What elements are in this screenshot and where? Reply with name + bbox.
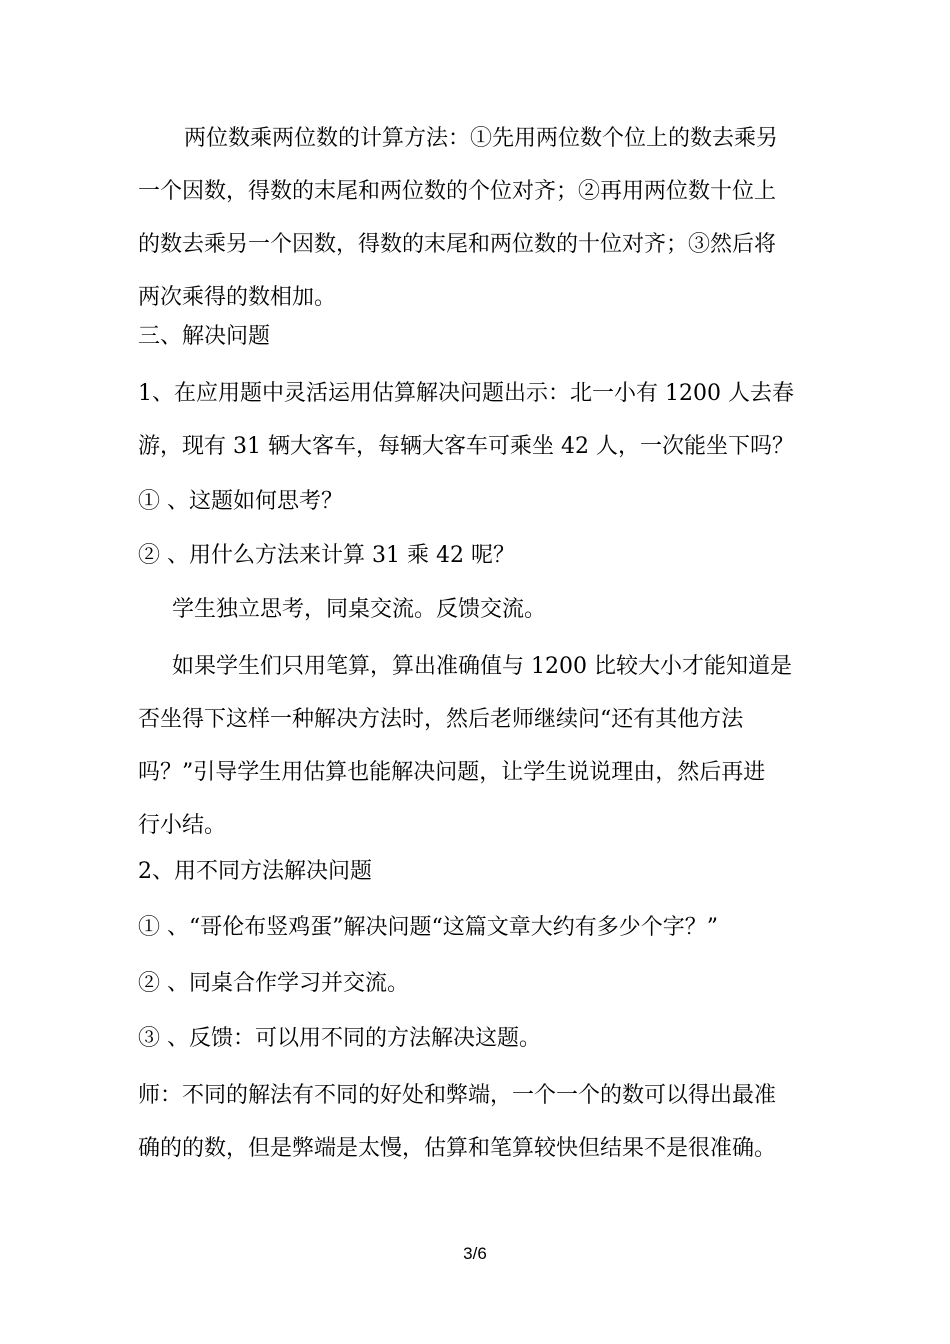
text-line: 两次乘得的数相加。 <box>138 285 337 310</box>
paragraph-problem-1 <box>138 367 798 473</box>
text-line: 一个因数，得数的末尾和两位数的个位对齐；②再用两位数十位上 <box>138 179 777 204</box>
paragraph-teacher-conclusion <box>138 1069 798 1175</box>
text-line: ① 、“哥伦布竖鸡蛋”解决问题“这篇文章大约有多少个字？” <box>138 915 718 940</box>
text-line: 2、用不同方法解决问题 <box>138 859 372 884</box>
text-line: 吗？”引导学生用估算也能解决问题，让学生说说理由，然后再进 <box>138 760 766 785</box>
text-line: 如果学生们只用笔算，算出准确值与 1200 比较大小才能知道是 <box>172 654 792 679</box>
text-line: 1、在应用题中灵活运用估算解决问题出示：北一小有 1200 人去春 <box>138 381 794 406</box>
text-line: 学生独立思考，同桌交流。反馈交流。 <box>172 597 547 622</box>
paragraph-student-discussion <box>138 583 798 636</box>
text-line: 的数去乘另一个因数，得数的末尾和两位数的十位对齐；③然后将 <box>138 232 777 257</box>
paragraph-step-1 <box>138 901 798 954</box>
paragraph-method-summary <box>138 112 798 324</box>
paragraph-step-3 <box>138 1012 798 1065</box>
section-heading <box>138 310 798 363</box>
paragraph-step-2 <box>138 957 798 1010</box>
paragraph-question-1 <box>138 475 798 528</box>
text-line: 游，现有 31 辆大客车，每辆大客车可乘坐 42 人，一次能坐下吗？ <box>138 434 794 459</box>
text-line: 行小结。 <box>138 813 227 838</box>
page-number: 3/6 <box>463 1244 487 1263</box>
text-line: ② 、同桌合作学习并交流。 <box>138 971 409 996</box>
text-line: 两位数乘两位数的计算方法：①先用两位数个位上的数去乘另 <box>184 126 779 151</box>
paragraph-teacher-guidance <box>138 640 798 852</box>
text-line: ③ 、反馈：可以用不同的方法解决这题。 <box>138 1026 541 1051</box>
text-line: 确的的数，但是弊端是太慢，估算和笔算较快但结果不是很准确。 <box>138 1136 777 1161</box>
text-line: 师：不同的解法有不同的好处和弊端，一个一个的数可以得出最准 <box>138 1083 777 1108</box>
text-line: 否坐得下这样一种解决方法时，然后老师继续问“还有其他方法 <box>138 707 744 732</box>
text-line: ② 、用什么方法来计算 31 乘 42 呢？ <box>138 543 515 568</box>
text-line: ① 、这题如何思考？ <box>138 489 343 514</box>
paragraph-question-2 <box>138 529 798 582</box>
paragraph-problem-2 <box>138 845 798 898</box>
section-heading-text: 三、解决问题 <box>138 324 271 349</box>
